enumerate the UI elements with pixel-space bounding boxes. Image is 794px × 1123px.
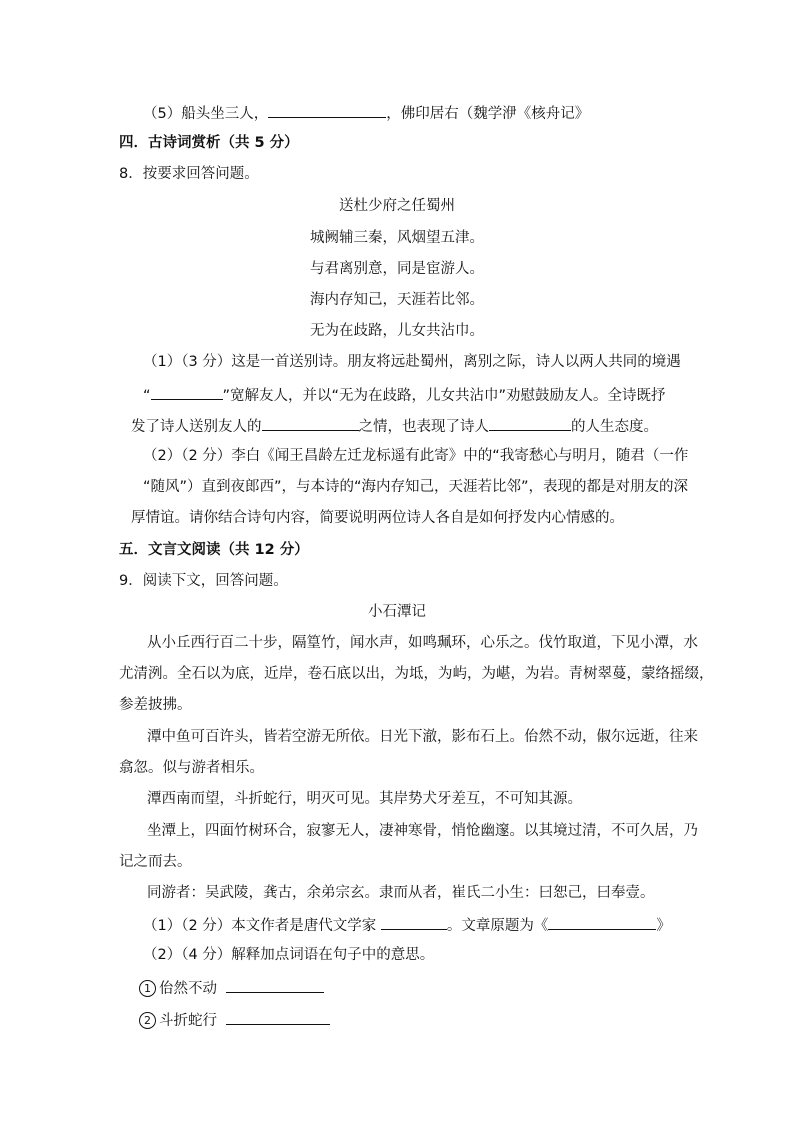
answer-blank[interactable] [268, 102, 386, 118]
passage-line: 潭西南而望，斗折蛇行，明灭可见。其岸势犬牙差互，不可知其源。 [147, 791, 582, 807]
vocab-item-2 [139, 1009, 330, 1031]
q8-sub1-line3-b: 之情，也表现了诗人 [358, 419, 489, 435]
q8-sub2-line3: 厚情谊。请你结合诗句内容，简要说明两位诗人各自是如何抒发内心情感的。 [131, 510, 624, 526]
vocab-item-text: 斗折蛇行 [159, 1013, 217, 1029]
q9-sub1 [143, 914, 671, 936]
q9-stem: 9．阅读下文，回答问题。 [119, 573, 288, 589]
passage-line: 尤清洌。全石以为底，近岸，卷石底以出，为坻，为屿，为嵁，为岩。青树翠蔓，蒙络摇缀， [119, 666, 714, 682]
answer-blank[interactable] [151, 384, 223, 400]
answer-blank[interactable] [489, 415, 571, 431]
q8-sub1-line2 [143, 384, 666, 406]
answer-blank[interactable] [262, 415, 359, 431]
quote-open: “ [143, 388, 151, 404]
q8-sub1-line2-text: ”宽解友人，并以“无为在歧路，儿女共沾巾”劝慰鼓励友人。全诗既抒 [222, 388, 666, 404]
section5-title: 五．文言文阅读（共 12 分） [119, 542, 309, 558]
text-title: 小石潭记 [368, 604, 426, 620]
q7-item5-pre: （5）船头坐三人， [143, 106, 269, 122]
q7-item5-line [143, 102, 589, 124]
q8-sub1-line3-c: 的人生态度。 [571, 419, 658, 435]
q8-sub1-line1: （1）（3 分）这是一首送别诗。朋友将远赴蜀州，离别之际，诗人以两人共同的境遇 [143, 354, 681, 370]
q8-sub2-line1: （2）（2 分）李白《闻王昌龄左迁龙标遥有此寄》中的“我寄愁心与明月，随君（一作 [143, 448, 689, 464]
answer-blank[interactable] [548, 914, 656, 930]
section4-title: 四．古诗词赏析（共 5 分） [119, 135, 299, 151]
passage-line: 同游者：吴武陵，龚古，余弟宗玄。隶而从者，崔氏二小生：曰恕己，曰奉壹。 [147, 885, 655, 901]
q8-sub1-line3-a: 发了诗人送别友人的 [131, 419, 262, 435]
q9-sub1-a: （1）（2 分）本文作者是唐代文学家 [143, 918, 377, 934]
passage-line: 参差披拂。 [119, 697, 192, 713]
vocab-item-text: 佁然不动 [159, 981, 217, 997]
poem-line: 城阙辅三秦，风烟望五津。 [310, 230, 484, 246]
circled-number: 2 [139, 1012, 156, 1029]
answer-blank[interactable] [226, 977, 324, 993]
passage-line: 潭中鱼可百许头，皆若空游无所依。日光下澈，影布石上。佁然不动，俶尔远逝，往来 [147, 729, 698, 745]
answer-blank[interactable] [381, 914, 447, 930]
circled-number: 1 [139, 980, 156, 997]
q7-item5-post: ，佛印居右（魏学洢《核舟记》 [386, 106, 590, 122]
poem-line: 与君离别意，同是宦游人。 [310, 261, 484, 277]
passage-line: 坐潭上，四面竹树环合，寂寥无人，凄神寒骨，悄怆幽邃。以其境过清，不可久居，乃 [147, 823, 698, 839]
poem-title: 送杜少府之任蜀州 [339, 198, 455, 214]
q8-sub1-line3 [131, 415, 658, 437]
poem-line: 海内存知己，天涯若比邻。 [310, 292, 484, 308]
q9-sub1-b: 。文章原题为《 [446, 918, 549, 934]
vocab-item-1 [139, 977, 324, 999]
passage-line: 翕忽。似与游者相乐。 [119, 760, 264, 776]
poem-line: 无为在歧路，儿女共沾巾。 [310, 323, 484, 339]
passage-line: 记之而去。 [119, 854, 192, 870]
answer-blank[interactable] [226, 1009, 330, 1025]
q8-stem: 8．按要求回答问题。 [119, 166, 259, 182]
passage-line: 从小丘西行百二十步，隔篁竹，闻水声，如鸣珮环，心乐之。伐竹取道，下见小潭，水 [147, 635, 698, 651]
q9-sub1-c: 》 [656, 918, 671, 934]
q8-sub2-line2: “随风”）直到夜郎西”，与本诗的“海内存知己，天涯若比邻”，表现的都是对朋友的深 [143, 479, 689, 495]
q9-sub2: （2）（4 分）解释加点词语在句子中的意思。 [143, 947, 435, 963]
